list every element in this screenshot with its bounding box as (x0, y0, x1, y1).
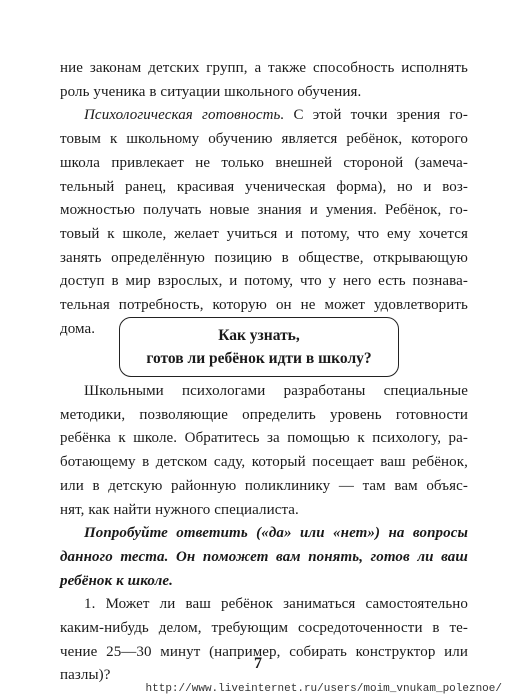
text-line: ребёнка к школе. Обратитесь за помощью к психологу, ра- (60, 430, 468, 447)
text-line: ботающему в детском саду, который посещает ваш ребёнок, (60, 454, 468, 471)
psych-first-line-rest: С этой точки зрения го- (284, 107, 468, 124)
question-line: каким-нибудь делом, требующим сосредоточенности в те- (60, 620, 468, 637)
callout-line-1: Как узнать, (218, 327, 300, 344)
callout-line-2: готов ли ребёнок идти в школу? (146, 350, 372, 367)
text-line: школа привлекает не только внешней стороной (замеча- (60, 154, 468, 171)
question-line: чение 25—30 минут (например, собирать конструктор или (60, 643, 468, 660)
text-line: Школьными психологами разработаны специальные (84, 383, 468, 399)
section-callout-box (119, 317, 399, 377)
question-line: 1. Может ли ваш ребёнок заниматься самостоятельно (84, 596, 468, 613)
test-intro-line: данного теста. Он поможет вам понять, готов ли ваш (60, 548, 468, 565)
text-line: занять определённую позицию в обществе, открывающую (60, 249, 468, 266)
text-block-lower (60, 380, 468, 688)
text-line: ние законам детских групп, а также способность исполнять (60, 60, 468, 76)
page-number: 7 (254, 655, 262, 672)
text-line: нят, как найти нужного специалиста. (60, 501, 299, 518)
text-line: тельная потребность, которую он не может удовлетворить (60, 297, 468, 314)
text-line: товым к школьному обучению является ребёнок, которого (60, 131, 468, 148)
source-watermark: http://www.liveinternet.ru/users/moim_vnukam_poleznoe/ (145, 683, 502, 695)
text-line: роль ученика в ситуации школьного обучения. (60, 83, 362, 100)
text-line: товый к школе, желает учиться и потому, что ему хочется (60, 225, 468, 242)
text-line: или в детскую районную поликлинику — там вам объяс- (60, 477, 468, 494)
text-line: дома. (60, 320, 96, 337)
test-intro-line: ребёнок к школе. (60, 572, 173, 589)
question-line: пазлы)? (60, 667, 111, 684)
psych-heading: Психологическая готовность. (84, 107, 285, 124)
test-intro-line: Попробуйте ответить («да» или «нет») на вопросы (84, 525, 468, 542)
text-line: тельный ранец, красивая ученическая форма), но и воз- (60, 178, 468, 195)
psych-first-line (60, 104, 468, 128)
text-block-upper (60, 57, 468, 341)
text-line: можностью получать новые знания и умения. Ребёнок, го- (60, 202, 468, 219)
text-line: доступ в мир взрослых, и потому, что у него есть познава- (60, 273, 468, 290)
text-line: методики, позволяющие определить уровень готовности (60, 406, 468, 423)
